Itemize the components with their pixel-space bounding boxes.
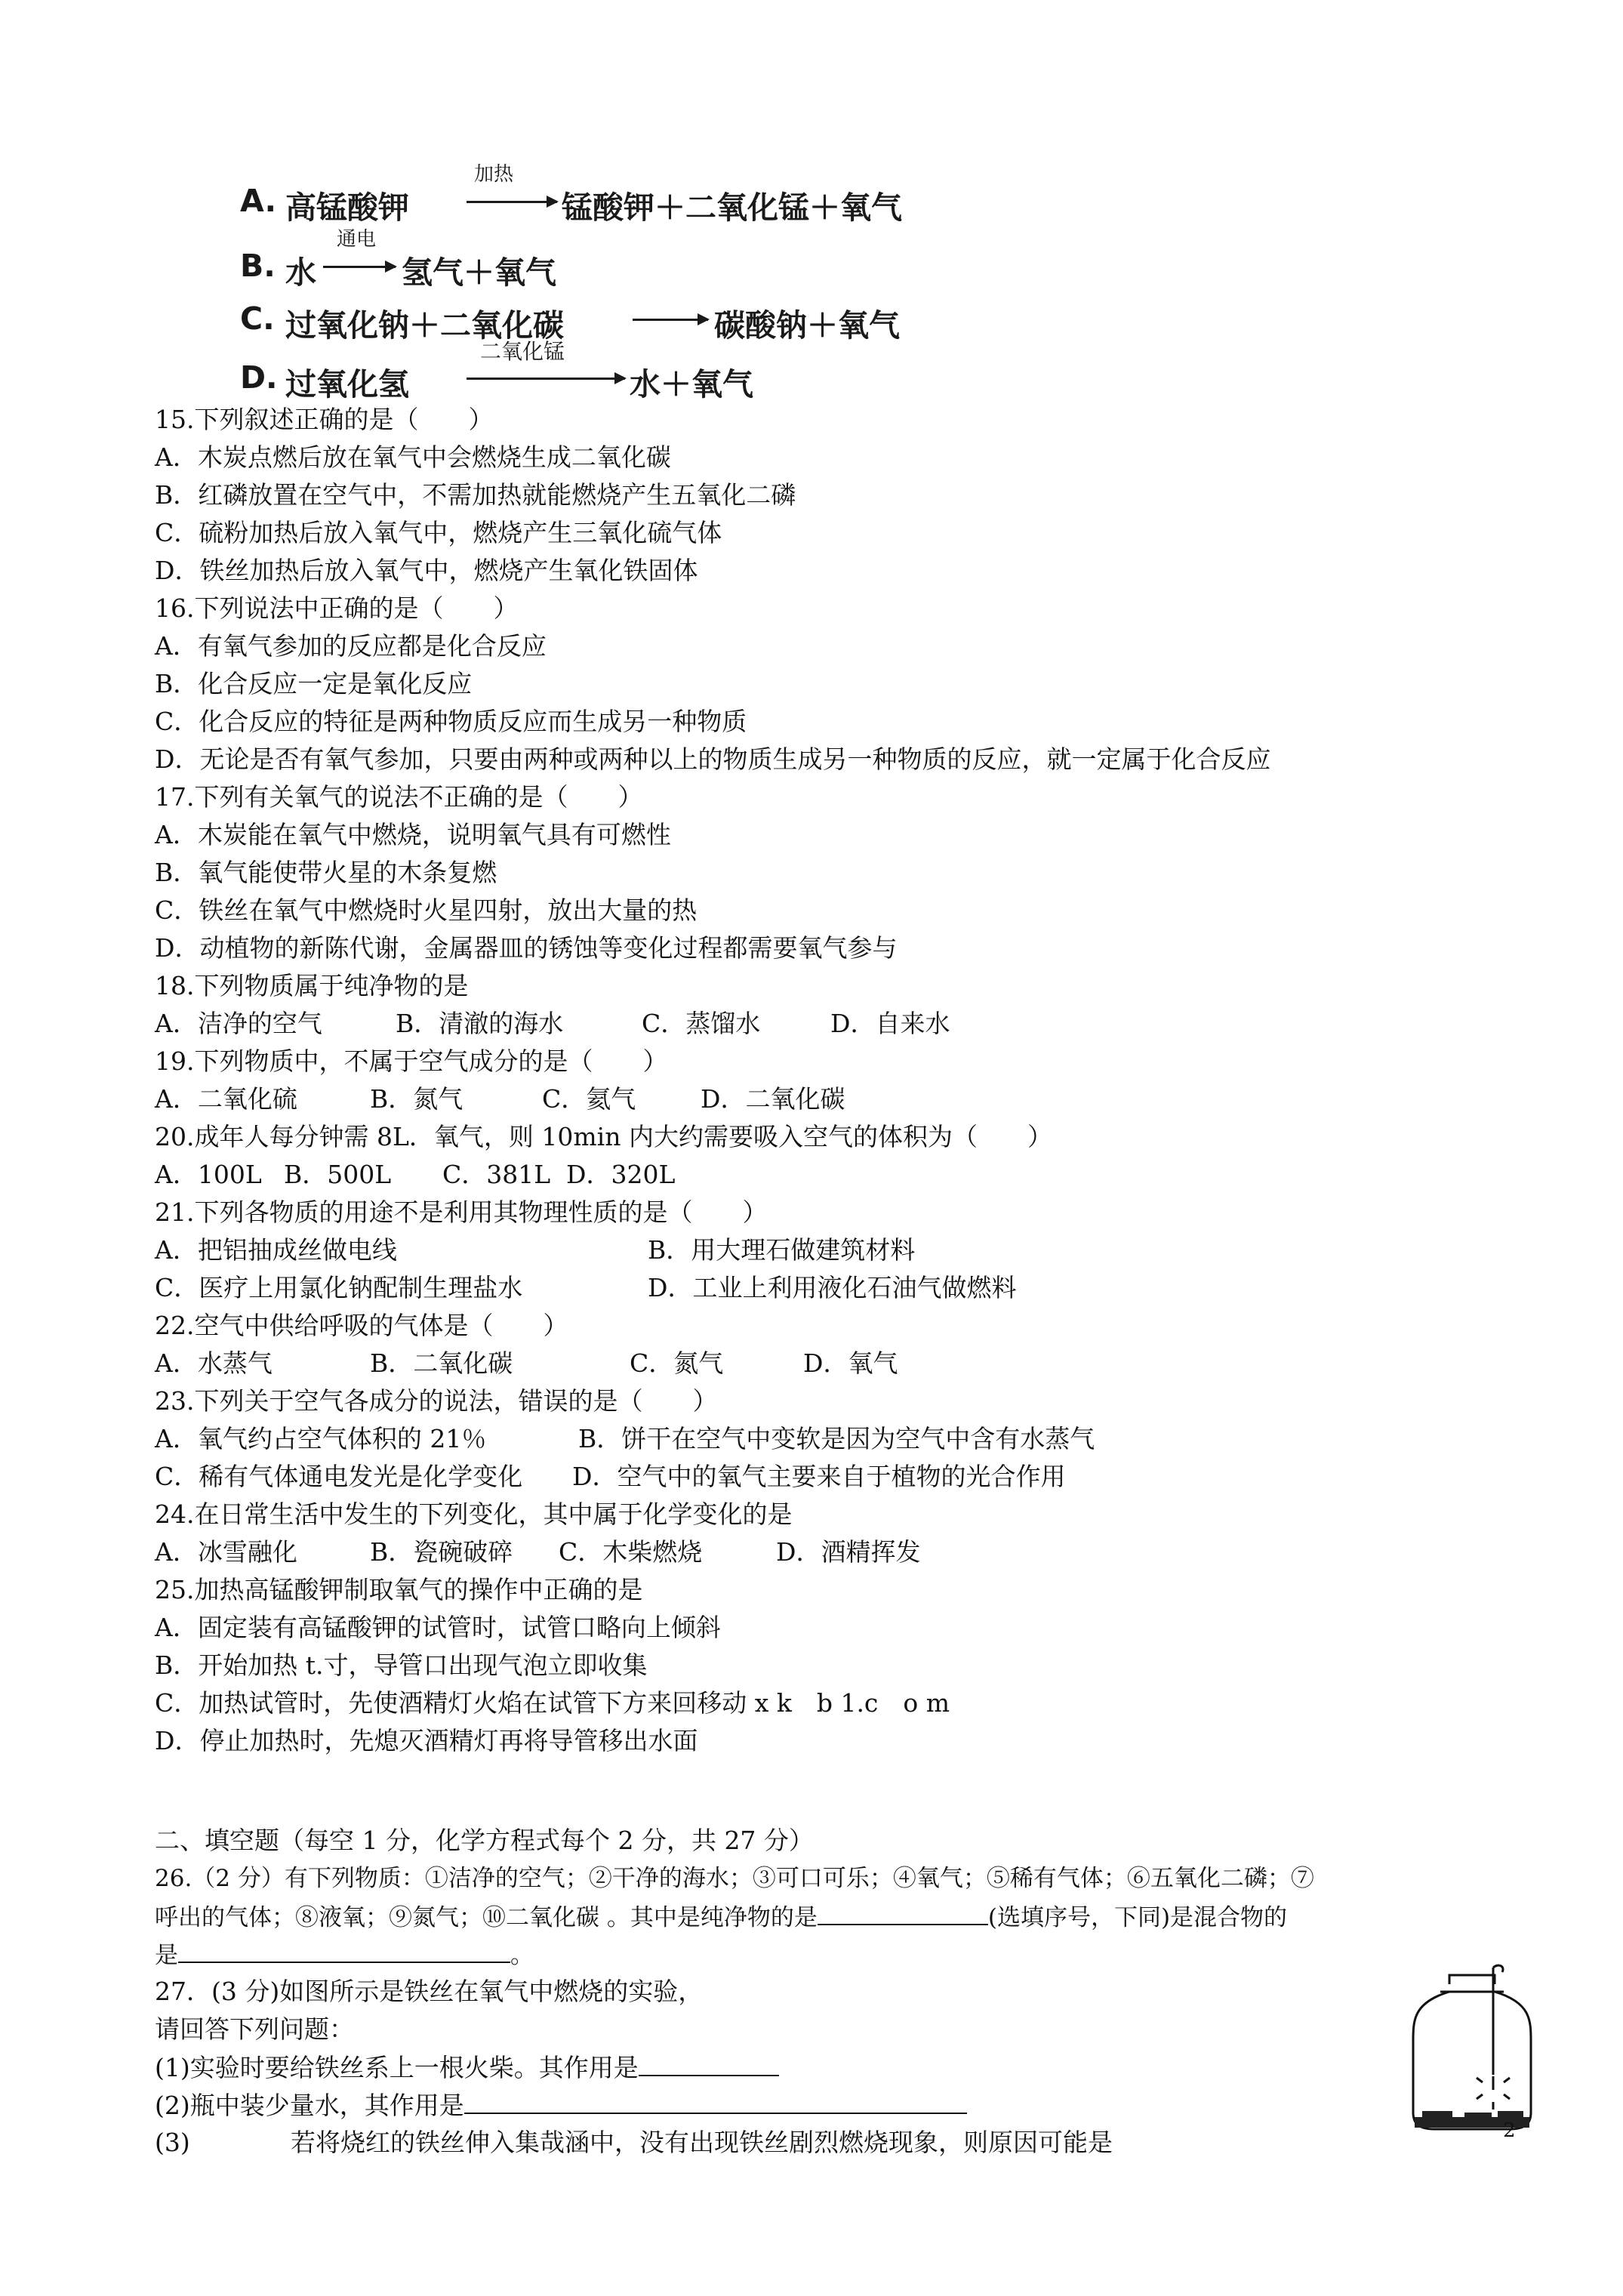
option: B．饼干在空气中变软是因为空气中含有水蒸气 bbox=[578, 1424, 1095, 1453]
question-16-stem: 16.下列说法中正确的是（ ） bbox=[155, 593, 519, 623]
question-17-option-d: D．动植物的新陈代谢，金属器皿的锈蚀等变化过程都需要氧气参与 bbox=[155, 933, 898, 963]
question-25-option-a: A．固定装有高锰酸钾的试管时，试管口略向上倾斜 bbox=[155, 1613, 721, 1642]
equation-condition: 加热 bbox=[474, 163, 514, 186]
option: A．二氧化硫 bbox=[155, 1084, 297, 1114]
option: A．氧气约占空气体积的 21％ bbox=[155, 1424, 487, 1453]
answer-blank-match[interactable] bbox=[639, 2052, 779, 2076]
question-26-text: 。 bbox=[510, 1942, 534, 1969]
equation-label: B. bbox=[240, 248, 276, 284]
question-21-stem: 21.下列各物质的用途不是利用其物理性质的是（ ） bbox=[155, 1197, 768, 1227]
option: D．空气中的氧气主要来自于植物的光合作用 bbox=[572, 1462, 1066, 1491]
question-17-option-c: C．铁丝在氧气中燃烧时火星四射，放出大量的热 bbox=[155, 895, 698, 925]
equation-reactant: 水 bbox=[285, 254, 316, 291]
question-22-stem: 22.空气中供给呼吸的气体是（ ） bbox=[155, 1311, 568, 1340]
option: C．氦气 bbox=[542, 1084, 636, 1114]
question-19-stem: 19.下列物质中，不属于空气成分的是（ ） bbox=[155, 1046, 668, 1076]
equation-reactant: 高锰酸钾 bbox=[285, 190, 409, 226]
answer-blank-pure[interactable] bbox=[818, 1901, 988, 1925]
option: C．氮气 bbox=[630, 1348, 724, 1378]
equation-products: 氢气＋氧气 bbox=[402, 254, 556, 291]
question-15-option-a: A．木炭点燃后放在氧气中会燃烧生成二氧化碳 bbox=[155, 442, 671, 472]
question-26-line-3 bbox=[155, 1939, 534, 1971]
question-27-line-2: 请回答下列问题： bbox=[155, 2014, 354, 2044]
option: A．100L bbox=[155, 1160, 262, 1189]
option: A．水蒸气 bbox=[155, 1348, 273, 1378]
question-27-text: (3) bbox=[155, 2128, 190, 2157]
question-25-option-b: B．开始加热 t.寸，导管口出现气泡立即收集 bbox=[155, 1650, 648, 1680]
question-17-option-b: B．氧气能使带火星的木条复燃 bbox=[155, 858, 497, 887]
reaction-arrow-icon bbox=[467, 378, 625, 380]
question-16-option-b: B．化合反应一定是氧化反应 bbox=[155, 669, 473, 698]
option: B．500L bbox=[284, 1160, 392, 1189]
equation-condition: 通电 bbox=[337, 228, 377, 251]
option: D．工业上利用液化石油气做燃料 bbox=[648, 1273, 1017, 1302]
question-27-sub-2 bbox=[155, 2090, 967, 2121]
equation-reactant: 过氧化氢 bbox=[285, 366, 409, 402]
option: B．瓷碗破碎 bbox=[370, 1537, 513, 1567]
reaction-arrow-icon bbox=[323, 266, 396, 268]
equation-products: 水＋氧气 bbox=[630, 366, 753, 402]
question-15-option-b: B．红磷放置在空气中，不需加热就能燃烧产生五氧化二磷 bbox=[155, 480, 796, 510]
option: D．氧气 bbox=[803, 1348, 898, 1378]
option: C．医疗上用氯化钠配制生理盐水 bbox=[155, 1273, 523, 1302]
equation-label: D. bbox=[240, 359, 278, 396]
equation-label: C. bbox=[240, 300, 275, 337]
question-16-option-c: C．化合反应的特征是两种物质反应而生成另一种物质 bbox=[155, 707, 747, 736]
option: C．木柴燃烧 bbox=[559, 1537, 703, 1567]
answer-blank-water[interactable] bbox=[464, 2090, 967, 2114]
question-26-line-1: 26.（2 分）有下列物质：①洁净的空气；②干净的海水；③可口可乐；④氧气；⑤稀有气体；⑥五氧化二磷；⑦ bbox=[155, 1865, 1314, 1892]
option: B．二氧化碳 bbox=[370, 1348, 513, 1378]
question-20-stem: 20.成年人每分钟需 8L．氧气，则 10min 内大约需要吸入空气的体积为（ ） bbox=[155, 1122, 1052, 1151]
question-24-stem: 24.在日常生活中发生的下列变化，其中属于化学变化的是 bbox=[155, 1499, 793, 1529]
question-27-text: (1)实验时要给铁丝系上一根火柴。其作用是 bbox=[155, 2053, 639, 2082]
question-18-stem: 18.下列物质属于纯净物的是 bbox=[155, 971, 469, 1000]
question-16-option-a: A．有氧气参加的反应都是化合反应 bbox=[155, 631, 547, 661]
option: C．稀有气体通电发光是化学变化 bbox=[155, 1462, 523, 1491]
reaction-arrow-icon bbox=[467, 201, 557, 203]
option: A．冰雪融化 bbox=[155, 1537, 297, 1567]
question-25-option-c: C．加热试管时，先使酒精灯火焰在试管下方来回移动 x k b 1.c o m bbox=[155, 1688, 950, 1718]
question-27-sub-3 bbox=[155, 2128, 1113, 2158]
question-26-line-2 bbox=[155, 1901, 1287, 1933]
reaction-arrow-icon bbox=[633, 319, 708, 321]
equation-condition: 二氧化锰 bbox=[480, 339, 565, 364]
question-15-option-d: D．铁丝加热后放入氧气中，燃烧产生氧化铁固体 bbox=[155, 556, 698, 585]
equation-products: 锰酸钾＋二氧化锰＋氧气 bbox=[562, 190, 902, 226]
gas-bottle-illustration bbox=[1404, 1962, 1540, 2135]
option: C．蒸馏水 bbox=[642, 1009, 761, 1038]
equation-reactant: 过氧化钠＋二氧化碳 bbox=[285, 307, 564, 344]
question-25-stem: 25.加热高锰酸钾制取氧气的操作中正确的是 bbox=[155, 1575, 643, 1604]
option: D．酒精挥发 bbox=[776, 1537, 921, 1567]
question-23-stem: 23.下列关于空气各成分的说法，错误的是（ ） bbox=[155, 1386, 718, 1416]
option: B．清澈的海水 bbox=[396, 1009, 564, 1038]
question-15-option-c: C．硫粉加热后放入氧气中，燃烧产生三氧化硫气体 bbox=[155, 518, 722, 547]
question-16-option-d: D．无论是否有氧气参加，只要由两种或两种以上的物质生成另一种物质的反应，就一定属于化合反应 bbox=[155, 744, 1271, 774]
answer-blank-mixture[interactable] bbox=[178, 1939, 510, 1963]
question-27-text: (2)瓶中装少量水，其作用是 bbox=[155, 2091, 464, 2120]
equation-label: A. bbox=[240, 183, 277, 219]
question-27-text: 若将烧红的铁丝伸入集哉涵中，没有出现铁丝剧烈燃烧现象，则原因可能是 bbox=[291, 2128, 1113, 2157]
option: D．二氧化碳 bbox=[701, 1084, 845, 1114]
question-26-text: 是 bbox=[155, 1942, 178, 1969]
option: A．洁净的空气 bbox=[155, 1009, 322, 1038]
question-27-line-1: 27．(3 分)如图所示是铁丝在氧气中燃烧的实验， bbox=[155, 1977, 704, 2006]
question-25-option-d: D．停止加热时，先熄灭酒精灯再将导管移出水面 bbox=[155, 1726, 698, 1755]
option: B．氮气 bbox=[370, 1084, 463, 1114]
option: C．381L bbox=[442, 1160, 551, 1189]
option: A．把铝抽成丝做电线 bbox=[155, 1235, 397, 1265]
section-2-title: 二、填空题（每空 1 分，化学方程式每个 2 分，共 27 分） bbox=[155, 1826, 814, 1855]
option: D．自来水 bbox=[830, 1009, 950, 1038]
option: D．320L bbox=[566, 1160, 676, 1189]
equation-products: 碳酸钠＋氧气 bbox=[714, 307, 900, 344]
page-number: 2 bbox=[1503, 2119, 1516, 2142]
question-26-text: 呼出的气体；⑧液氧；⑨氮气；⑩二氧化碳 。其中是纯净物的是 bbox=[155, 1904, 818, 1931]
question-27-sub-1 bbox=[155, 2052, 779, 2083]
question-15-stem: 15.下列叙述正确的是（ ） bbox=[155, 405, 494, 434]
option: B．用大理石做建筑材料 bbox=[648, 1235, 916, 1265]
question-17-stem: 17.下列有关氧气的说法不正确的是（ ） bbox=[155, 782, 643, 812]
question-17-option-a: A．木炭能在氧气中燃烧，说明氧气具有可燃性 bbox=[155, 820, 671, 849]
question-26-text: (选填序号，下同)是混合物的 bbox=[987, 1904, 1288, 1931]
